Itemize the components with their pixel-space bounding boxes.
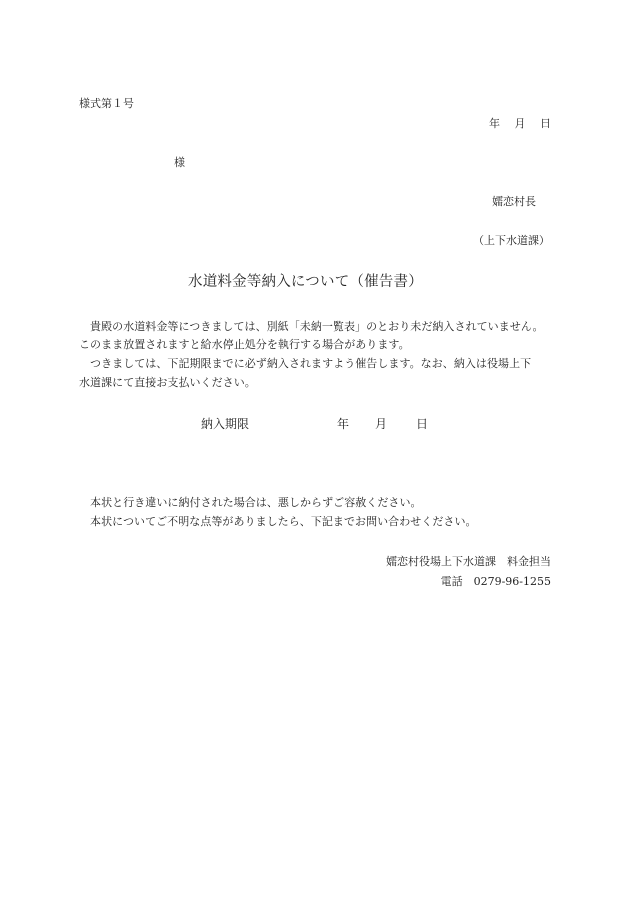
body-line-3: つきましては、下記期限までに必ず納入されますよう催告します。なお、納入は役場上下 <box>79 357 532 370</box>
addressee-suffix: 様 <box>174 156 185 169</box>
date-line: 年 月 日 <box>489 117 551 130</box>
deadline-day: 日 <box>416 417 429 431</box>
body-line-1: 貴殿の水道料金等につきましては、別紙「未納一覧表」のとおり未だ納入されていません。 <box>79 320 544 333</box>
deadline-month: 月 <box>375 417 388 431</box>
body-line-2: このまま放置されますと給水停止処分を執行する場合があります。 <box>79 338 410 351</box>
form-number: 様式第１号 <box>79 97 134 110</box>
notes-line-2: 本状についてご不明な点等がありましたら、下記までお問い合わせください。 <box>79 515 477 528</box>
document-title: 水道料金等納入について（催告書） <box>188 274 423 290</box>
body-line-4: 水道課にて直接お支払いください。 <box>79 376 256 389</box>
deadline-year: 年 <box>337 417 350 431</box>
notes-line-1: 本状と行き違いに納付された場合は、悪しからずご容赦ください。 <box>79 496 422 509</box>
deadline-label: 納入期限 <box>201 417 250 431</box>
sender-department: （上下水道課） <box>473 234 550 247</box>
sender-name: 嬬恋村長 <box>492 195 536 208</box>
contact-office: 嬬恋村役場上下水道課 料金担当 <box>386 555 551 568</box>
contact-phone: 電話 0279-96-1255 <box>440 575 551 588</box>
